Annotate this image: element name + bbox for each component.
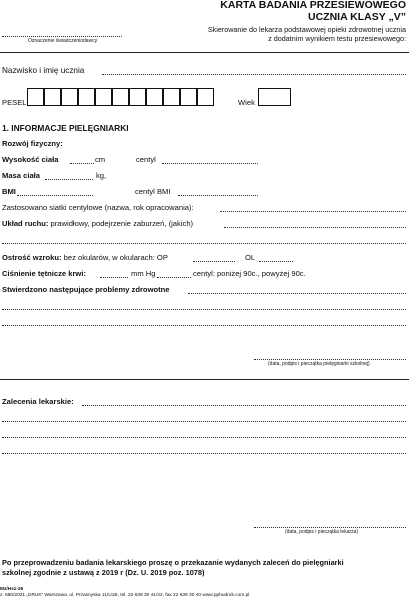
movement-text: prawidłowy, podejrzenie zaburzeń, (jakich)	[50, 219, 194, 228]
recommendations-label: Zalecenia lekarskie:	[2, 397, 74, 406]
form-title-line2: UCZNIA KLASY „V”	[307, 11, 406, 23]
printer-info: z. 580/2021 „DRUK” Warszawa, ul. Przasnyska 11/U1B, tel. 22 639 30 41/42, fax 22 639 30 40 www.pphudruk.com.pl	[0, 593, 250, 598]
vision-op-field[interactable]	[193, 254, 235, 262]
recommendations-field-4[interactable]	[2, 446, 406, 454]
section-divider	[0, 379, 409, 380]
development-label: Rozwój fizyczny:	[2, 139, 63, 148]
vision-row	[2, 253, 168, 262]
section1-title: 1. INFORMACJE PIELĘGNIARKI	[2, 123, 129, 133]
height-centile-field[interactable]	[162, 156, 258, 164]
problems-field-1[interactable]	[188, 286, 406, 294]
provider-stamp-line[interactable]	[2, 10, 122, 37]
form-subtitle-line1: Skierowanie do lekarza podstawowej opieki zdrowotnej ucznia	[207, 25, 406, 34]
movement-row	[2, 219, 193, 228]
doctor-signature-field[interactable]	[254, 520, 406, 528]
header-divider	[0, 52, 409, 53]
bp-field[interactable]	[100, 270, 128, 278]
recommendations-field-2[interactable]	[2, 414, 406, 422]
age-field[interactable]	[258, 88, 291, 106]
bmi-field[interactable]	[17, 188, 93, 196]
bp-label: Ciśnienie tętnicze krwi:	[2, 269, 86, 278]
form-subtitle-line2: z dodatnim wynikiem testu przesiewowego:	[268, 34, 406, 43]
bp-field-2[interactable]	[157, 270, 191, 278]
bmi-centile-field[interactable]	[178, 188, 258, 196]
pesel-field[interactable]	[27, 88, 213, 106]
form-code: Mz/Hsz-26	[0, 587, 24, 592]
height-label: Wysokość ciała	[2, 155, 59, 164]
vision-text: bez okularów, w okularach: OP	[63, 253, 168, 262]
closing-line2: szkolnej zgodnie z ustawą z 2019 r (Dz. U. 2019 poz. 1078)	[2, 568, 205, 577]
name-label: Nazwisko i imię ucznia	[2, 66, 85, 75]
doctor-signature-label: (data, podpis i pieczątka lekarza)	[285, 529, 359, 535]
problems-field-3[interactable]	[2, 318, 406, 326]
vision-ol-label: OL	[245, 253, 256, 262]
nurse-signature-field[interactable]	[254, 352, 406, 360]
problems-field-2[interactable]	[2, 302, 406, 310]
grids-field[interactable]	[220, 204, 406, 212]
height-field[interactable]	[70, 156, 94, 164]
bmi-label: BMI	[2, 187, 16, 196]
movement-field[interactable]	[224, 220, 406, 228]
age-label: Wiek	[238, 98, 255, 107]
vision-ol-field[interactable]	[259, 254, 293, 262]
height-centile-label: centyl	[136, 155, 156, 164]
weight-unit: kg,	[96, 171, 107, 180]
grids-label: Zastosowano siatki centylowe (nazwa, rok opracowania):	[2, 203, 194, 212]
vision-label: Ostrość wzroku:	[2, 253, 62, 262]
form-title-line1: KARTA BADANIA PRZESIEWOWEGO	[220, 0, 406, 11]
movement-label: Układ ruchu:	[2, 219, 49, 228]
height-unit: cm	[95, 155, 106, 164]
provider-stamp-label: Oznaczenie świadczeniodawcy	[28, 38, 98, 44]
bp-centile-text: centyl: poniżej 90c., powyżej 90c.	[193, 269, 306, 278]
problems-label: Stwierdzono następujące problemy zdrowotne	[2, 285, 170, 294]
movement-field-2[interactable]	[2, 236, 406, 244]
recommendations-field-3[interactable]	[2, 430, 406, 438]
bp-unit: mm Hg	[131, 269, 156, 278]
recommendations-field-1[interactable]	[82, 398, 406, 406]
bmi-centile-label: centyl BMI	[135, 187, 171, 196]
pesel-label: PESEL	[2, 98, 27, 107]
nurse-signature-label: (data, podpis i pieczątka pielęgniarki szkolnej)	[268, 361, 370, 367]
weight-field[interactable]	[45, 172, 93, 180]
name-field[interactable]	[102, 66, 406, 75]
closing-line1: Po przeprowadzeniu badania lekarskiego proszę o przekazanie wydanych zaleceń do pielęgniarki	[2, 558, 344, 567]
weight-label: Masa ciała	[2, 171, 40, 180]
